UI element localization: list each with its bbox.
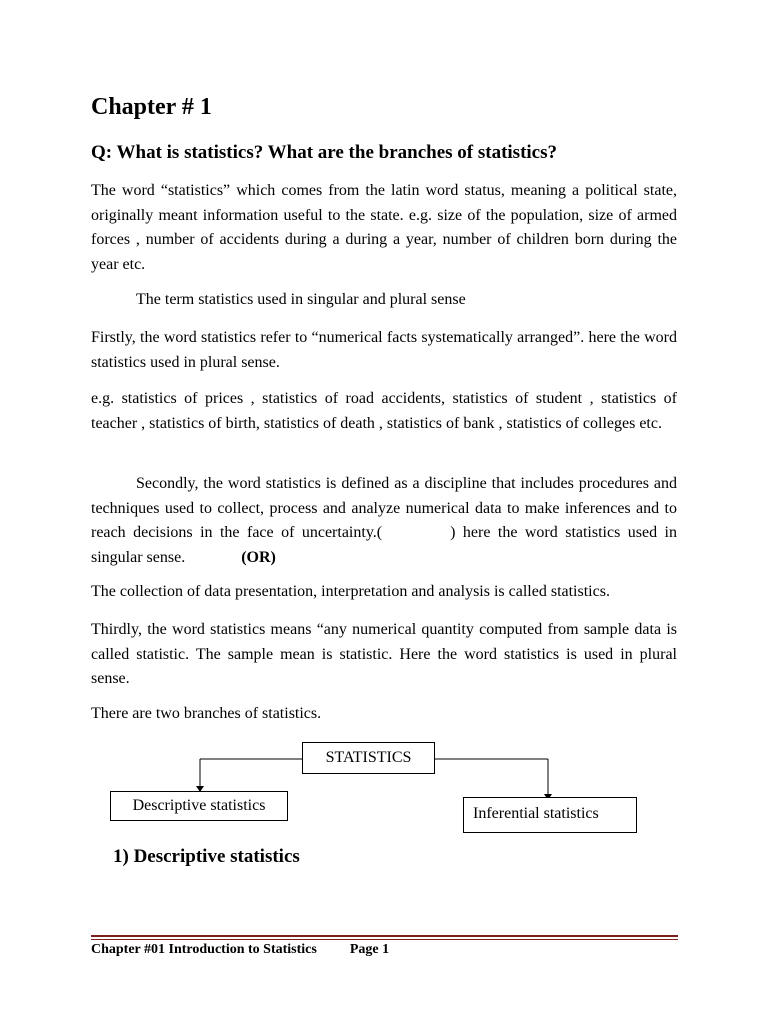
paragraph-branches: There are two branches of statistics. (91, 705, 322, 722)
connector-left (196, 759, 302, 792)
paragraph-sense: The term statistics used in singular and plural sense (136, 291, 466, 308)
page-footer (91, 942, 389, 958)
footer-rule-thick (91, 935, 678, 937)
paragraph-secondly-part2: ) here the word statistics used in singular sense. (91, 524, 677, 566)
paragraph-firstly: Firstly, the word statistics refer to “numerical facts systematically arranged”. here the word statistics used in plural sense. (91, 329, 677, 371)
paragraph-definition: The collection of data presentation, interpretation and analysis is called statistics. (91, 583, 610, 600)
statistics-box: STATISTICS (302, 742, 435, 774)
question-heading: Q: What is statistics? What are the branches of statistics? (91, 142, 558, 163)
inferential-statistics-box: Inferential statistics (463, 797, 637, 833)
paragraph-intro: The word “statistics” which comes from the latin word status, meaning a political state, originally meant information useful to the state. e.g. size of the population, size of armed forces , number of accidents during a during a year, number of children born during the year etc. (91, 182, 677, 273)
chapter-title: Chapter # 1 (91, 94, 212, 120)
section-heading-descriptive: 1) Descriptive statistics (113, 846, 300, 867)
or-label: (OR) (241, 548, 276, 566)
descriptive-statistics-box: Descriptive statistics (110, 791, 288, 821)
footer-title: Chapter #01 Introduction to Statistics (91, 942, 317, 957)
paragraph-secondly-part1: Secondly, the word statistics is defined as a discipline that includes procedures and techniques used to collect, process and analyze numerical data to make inferences and to reach decisions in the face of uncertainty.( (91, 475, 677, 541)
connector-right (435, 759, 552, 800)
paragraph-thirdly: Thirdly, the word statistics means “any numerical quantity computed from sample data is called statistic. The sample mean is statistic. Here the word statistics is used in plural sense. (91, 621, 677, 687)
footer-page-number: Page 1 (349, 942, 390, 957)
footer-rule-thin (91, 939, 678, 940)
paragraph-examples: e.g. statistics of prices , statistics of road accidents, statistics of student , statistics of teacher , statistics of birth, statistics of death , statistics of bank , statistics of colleges etc. (91, 390, 677, 432)
